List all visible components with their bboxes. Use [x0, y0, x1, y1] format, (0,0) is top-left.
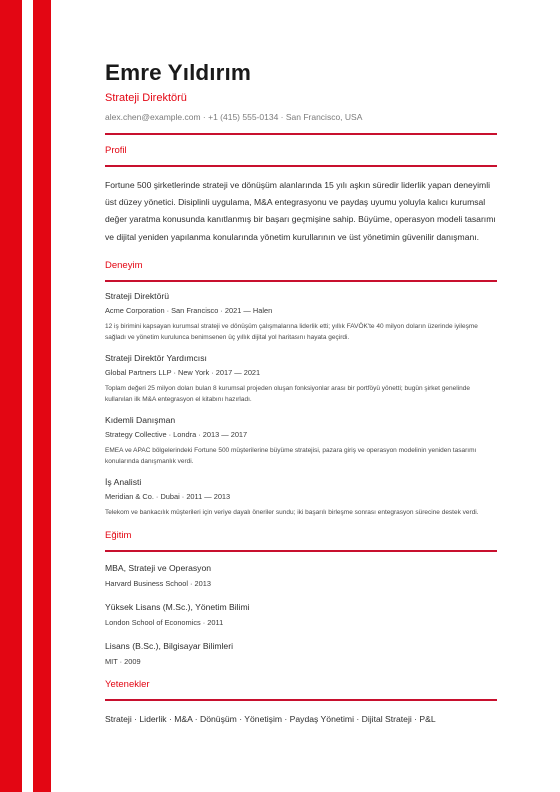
- job-description: EMEA ve APAC bölgelerindeki Fortune 500 müşterilerine büyüme stratejisi, pazara giriş ve operasyon modelinin yeniden tasarımı konularında danışmanlık verdi.: [105, 446, 477, 466]
- degree-title: Lisans (B.Sc.), Bilgisayar Bilimleri: [105, 641, 233, 652]
- education-item: [105, 601, 497, 628]
- experience-item: [105, 476, 497, 519]
- profile-summary: Fortune 500 şirketlerinde strateji ve dönüşüm alanlarında 15 yılı aşkın süredir liderlik yapan deneyimli üst düzey yönetici. Disiplinli uygulama, M&A entegrasyonu ve paydaş uyumu yoluyla kalıcı kurumsal değer yaratma konusunda kanıtlanmış bir başarı geçmişine sahip. Büyüme, operasyon modeli tasarımı ve dijital yeniden yapılanma konularında yönetim kurullarının ve üst yönetimin güvenilir danışmanı.: [105, 180, 496, 242]
- resume-content: [105, 58, 497, 725]
- section-heading-skills: Yetenekler: [105, 679, 150, 691]
- candidate-title: Strateji Direktörü: [105, 92, 187, 104]
- job-meta: Global Partners LLP · New York · 2017 — 2021: [105, 367, 261, 377]
- degree-meta: MIT · 2009: [105, 657, 141, 667]
- job-meta: Strategy Collective · Londra · 2013 — 2017: [105, 429, 248, 439]
- degree-meta: Harvard Business School · 2013: [105, 579, 211, 589]
- job-meta: Meridian & Co. · Dubai · 2011 — 2013: [105, 491, 231, 501]
- degree-title: Yüksek Lisans (M.Sc.), Yönetim Bilimi: [105, 602, 250, 613]
- job-description: Telekom ve bankacılık müşterileri için veriye dayalı öneriler sundu; iki başarılı birleşme sonrası entegrasyon sürecine destek verdi.: [105, 508, 479, 516]
- section-heading-experience: Deneyim: [105, 259, 143, 271]
- left-decorative-stripe: [0, 0, 22, 792]
- degree-title: MBA, Strateji ve Operasyon: [105, 563, 212, 574]
- job-meta: Acme Corporation · San Francisco · 2021 — Halen: [105, 305, 273, 315]
- degree-meta: London School of Economics · 2011: [105, 618, 224, 628]
- section-rule: [105, 280, 497, 282]
- experience-item: [105, 352, 497, 406]
- job-description: Toplam değeri 25 milyon doları bulan 8 kurumsal projeden oluşan fonksiyonlar arası bir portföyü yönetti; bugün şirket genelinde kullanılan ilk M&A entegrasyon el kitabını hazırladı.: [105, 384, 470, 404]
- education-item: [105, 640, 497, 667]
- education-item: [105, 562, 497, 589]
- section-rule: [105, 550, 497, 552]
- candidate-name: Emre Yıldırım: [105, 60, 251, 85]
- job-title: Kıdemli Danışman: [105, 414, 176, 425]
- left-decorative-stripe-inner: [33, 0, 51, 792]
- skills-list: Strateji · Liderlik · M&A · Dönüşüm · Yönetişim · Paydaş Yönetimi · Dijital Strateji · P&L: [105, 714, 436, 725]
- job-title: Strateji Direktörü: [105, 290, 169, 301]
- experience-item: [105, 290, 497, 344]
- job-title: Strateji Direktör Yardımcısı: [105, 352, 207, 363]
- experience-item: [105, 414, 497, 468]
- job-description: 12 iş birimini kapsayan kurumsal strateji ve dönüşüm çalışmalarına liderlik etti; yıllık FAVÖK'te 40 milyon doların üzerinde iyileşme sağladı ve yönetim kurulunca benimsenen üç yıllık dijital yol haritasını hayata geçirdi.: [105, 322, 478, 342]
- section-heading-profile: Profil: [105, 145, 127, 156]
- job-title: İş Analisti: [105, 476, 142, 487]
- section-heading-education: Eğitim: [105, 530, 132, 542]
- contact-line: alex.chen@example.com · +1 (415) 555-0134 · San Francisco, USA: [105, 112, 363, 122]
